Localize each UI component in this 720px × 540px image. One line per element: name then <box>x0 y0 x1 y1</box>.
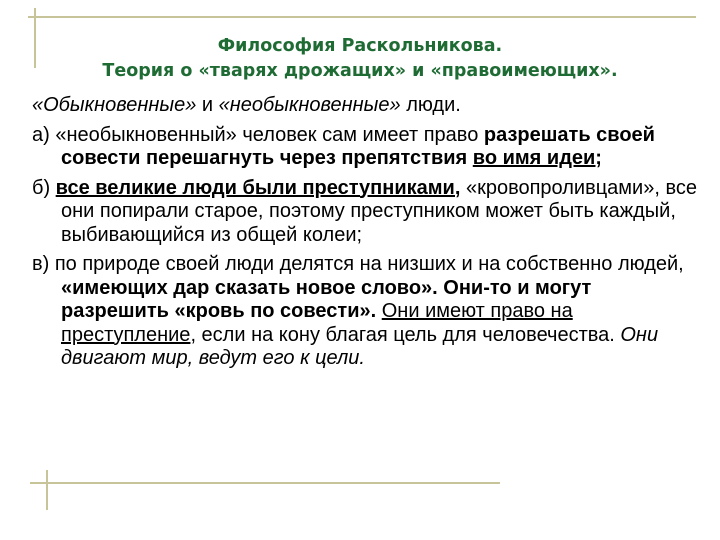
list-item-a: а) «необыкновенный» человек сам имеет право разрешать своей совести перешагнуть через препятствия во имя идеи; <box>32 123 655 169</box>
top-vertical-rule <box>34 8 36 68</box>
item-c-italic: Они двигают мир, ведут его к цели. <box>61 323 659 369</box>
slide-body <box>32 94 702 377</box>
extraordinary-term: «необыкновенные» <box>218 94 401 116</box>
item-a-underlined: во имя идеи; <box>472 147 602 169</box>
bottom-vertical-rule <box>46 470 48 510</box>
ordinary-term: «Обыкновенные» <box>32 94 197 116</box>
title-line-1: Философия Раскольникова. <box>217 36 503 56</box>
title-line-2: Теория о «тварях дрожащих» и «правоимеющих». <box>102 61 618 81</box>
item-c-bold: «имеющих дар сказать новое слово». Они-то и могут разрешить «кровь по совести». <box>61 276 592 322</box>
item-a-bold: разрешать своей совести перешагнуть через препятствия <box>61 123 655 169</box>
top-horizontal-rule <box>28 16 696 18</box>
list-item-c: в) по природе своей люди делятся на низших и на собственно людей, «имеющих дар сказать новое слово». Они-то и могут разрешить «кровь по совести». Они имеют право на преступление, если на кону благая цель для человечества. Они двигают мир, ведут его к цели. <box>32 253 684 369</box>
intro-line: «Обыкновенные» и «необыкновенные» люди. <box>32 94 461 116</box>
slide-title <box>60 34 660 84</box>
list-item-b: б) все великие люди были преступниками, «кровопроливцами», все они попирали старое, поэтому преступником может быть каждый, выбивающийся из общей колеи; <box>32 176 697 246</box>
item-b-bold-underlined: все великие люди были преступниками, <box>55 176 461 199</box>
bottom-horizontal-rule <box>30 482 500 484</box>
item-c-underlined: Они имеют право на преступление <box>61 300 573 346</box>
